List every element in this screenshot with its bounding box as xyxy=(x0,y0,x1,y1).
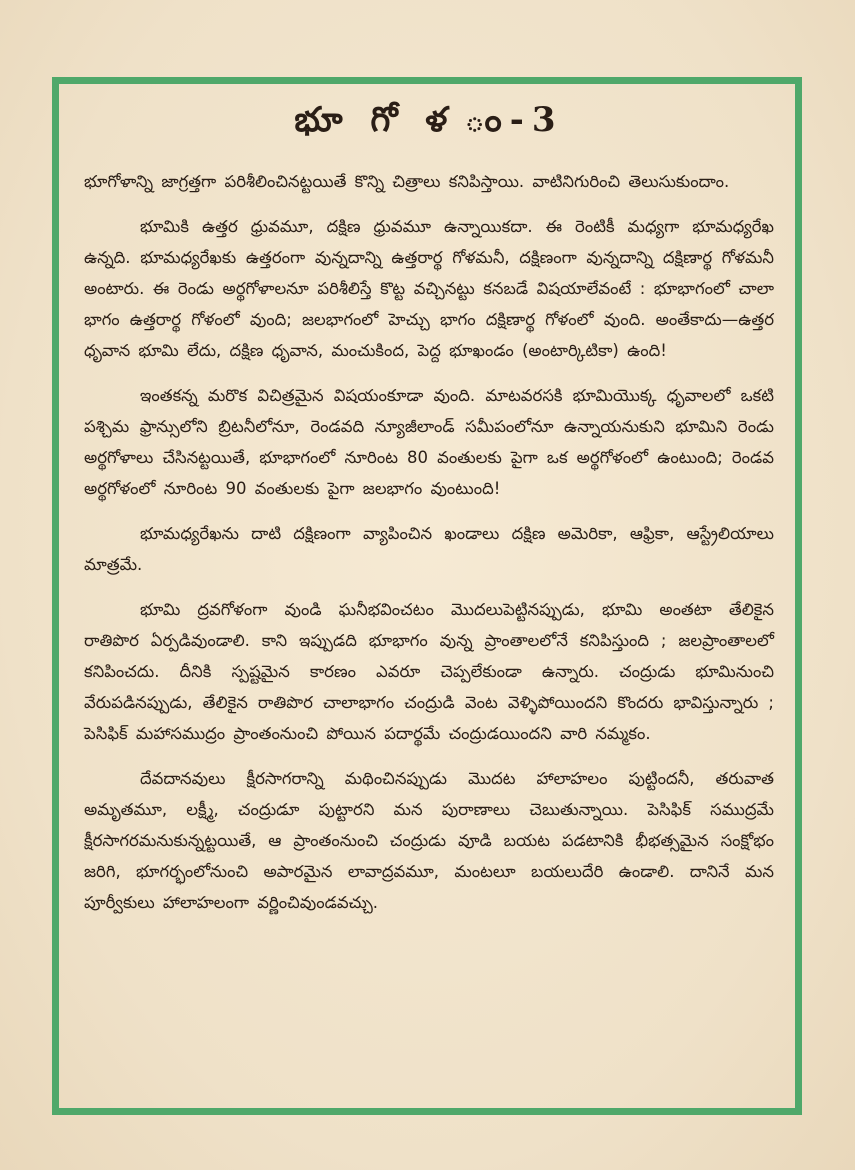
page-title: భూ గో ళ ం-3 xyxy=(294,100,564,140)
paragraph-southern-continents: భూమధ్యరేఖను దాటి దక్షిణంగా వ్యాపించిన ఖండాలు దక్షిణ అమెరికా, ఆఫ్రికా, ఆస్ట్రేలియాలు మాత్రమే. xyxy=(84,524,774,574)
paragraph-intro: భూగోళాన్ని జాగ్రత్తగా పరిశీలించినట్టయితే కొన్ని చిత్రాలు కనిపిస్తాయి. వాటినిగురించి తెలుసుకుందాం. xyxy=(84,172,730,191)
paragraph-ocean-churning-myth: దేవదానవులు క్షీరసాగరాన్ని మథించినప్పుడు మొదట హాలాహలం పుట్టిందనీ, తరువాత అమృతమూ, లక్ష్మీ, చంద్రుడూ పుట్టారని మన పురాణాలు చెబుతున్నాయి. పెసిఫిక్ సముద్రమే క్షీరసాగరమనుకున్నట్టయితే, ఆ ప్రాంతంనుంచి చంద్రుడు వూడి బయట పడటానికి భీభత్సమైన సంక్షోభం జరిగి, భూగర్భంలోనుంచి అపారమైన లావాద్రవమూ, మంటలూ బయలుదేరి ఉండాలి. దానినే మన పూర్వీకులు హాలాహలంగా వర్ణించివుండవచ్చు. xyxy=(84,769,774,912)
paragraph-hemispheres: భూమికి ఉత్తర ధ్రువమూ, దక్షిణ ధ్రువమూ ఉన్నాయికదా. ఈ రెంటికీ మధ్యగా భూమధ్యరేఖ ఉన్నది. భూమధ్యరేఖకు ఉత్తరంగా వున్నదాన్ని ఉత్తరార్థ గోళమనీ, దక్షిణంగా వున్నదాన్ని దక్షిణార్థ గోళమనీ అంటారు. ఈ రెండు అర్థగోళాలనూ పరిశీలిస్తే కొట్ట వచ్చినట్టు కనబడే విషయాలేవంటే : భూభాగంలో చాలా భాగం ఉత్తరార్థ గోళంలో వుంది; జలభాగంలో హెచ్చు భాగం దక్షిణార్థ గోళంలో వుంది. అంతేకాదు—ఉత్తర ధృవాన భూమి లేదు, దక్షిణ ధృవాన, మంచుకింద, పెద్ద భూఖండం (అంటార్కిటికా) ఉంది! xyxy=(84,217,774,360)
paragraph-land-water-hemispheres: ఇంతకన్న మరొక విచిత్రమైన విషయంకూడా వుంది. మాటవరసకి భూమియొక్క ధృవాలలో ఒకటి పశ్చిమ ఫ్రాన్సులోని బ్రిటనీలోనూ, రెండవది న్యూజీలాండ్ సమీపంలోనూ ఉన్నాయనుకుని భూమిని రెండు అర్థగోళాలు చేసినట్టయితే, భూభాగంలో నూరింట 80 వంతులకు పైగా ఒక అర్థగోళంలో ఉంటుంది; రెండవ అర్థగోళంలో నూరింట 90 వంతులకు పైగా జలభాగం వుంటుంది! xyxy=(84,386,774,498)
article-body xyxy=(84,100,774,932)
paragraph-moon-origin: భూమి ద్రవగోళంగా వుండి ఘనీభవించటం మొదలుపెట్టినప్పుడు, భూమి అంతటా తేలికైన రాతిపొర ఏర్పడివుండాలి. కాని ఇప్పుడది భూభాగం వున్న ప్రాంతాలలోనే కనిపిస్తుంది ; జలప్రాంతాలలో కనిపించదు. దీనికి స్పష్టమైన కారణం ఎవరూ చెప్పలేకుండా ఉన్నారు. చంద్రుడు భూమినుంచి వేరుపడినప్పుడు, తేలికైన రాతిపొర చాలాభాగం చంద్రుడి వెంట వెళ్ళిపోయిందని కొందరు భావిస్తున్నారు ; పెసిఫిక్ మహాసముద్రం ప్రాంతంనుంచి పోయిన పదార్థమే చంద్రుడయిందని వారి నమ్మకం. xyxy=(84,600,774,743)
